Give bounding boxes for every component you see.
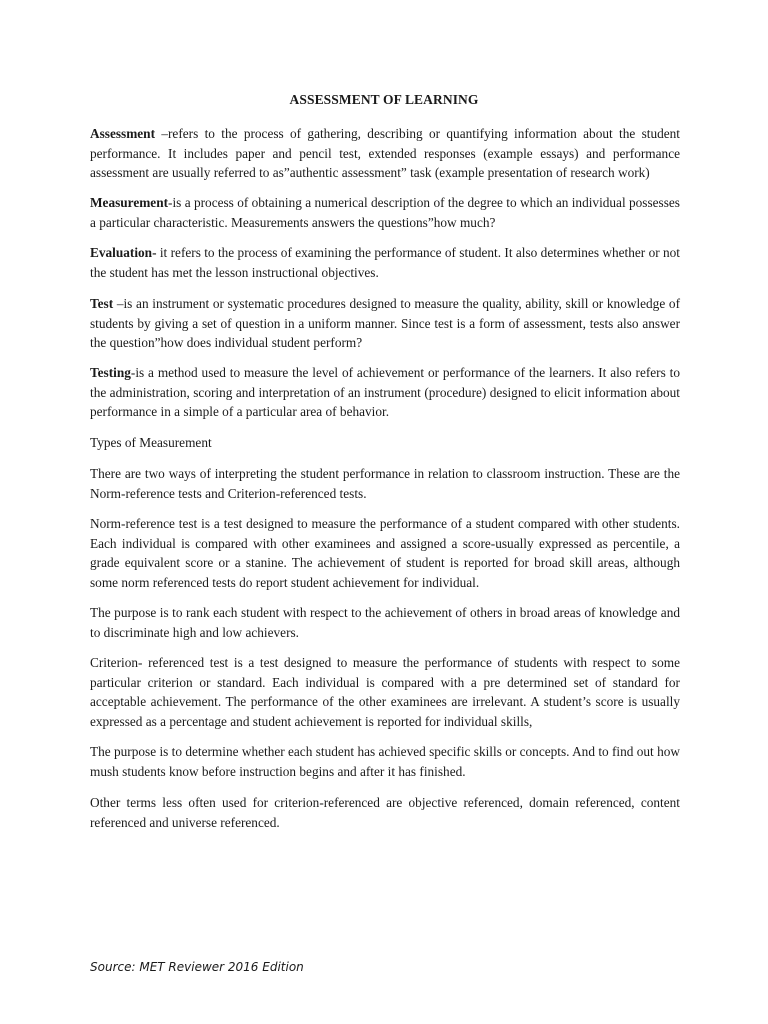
definition-test	[90, 294, 680, 353]
paragraph-norm-purpose: The purpose is to rank each student with respect to the achievement of others in broad areas of knowledge and to discriminate high and low achievers.	[90, 605, 680, 640]
term-label: Evaluation-	[90, 245, 157, 260]
paragraph-norm-reference: Norm-reference test is a test designed to measure the performance of a student compared with other students. Each individual is compared with other examinees and assigned a score-usually expressed as percentile, a grade equivalent score or a stanine. The achievement of student is reported for broad skill areas, although some norm referenced tests do report student achievement for individual.	[90, 516, 680, 590]
definition-text: it refers to the process of examining the performance of student. It also determines whether or not the student has met the lesson instructional objectives.	[90, 245, 680, 280]
document-title: ASSESSMENT OF LEARNING	[289, 92, 479, 107]
definition-measurement	[90, 193, 680, 232]
paragraph-criterion-reference: Criterion- referenced test is a test designed to measure the performance of students with respect to some particular criterion or standard. Each individual is compared with a pre determined set of standard for acceptable achievement. The performance of the other examinees are irrelevant. A student’s score is usually expressed as a percentage and student achievement is reported for individual skills,	[90, 655, 680, 729]
definition-text: –is an instrument or systematic procedures designed to measure the quality, ability, skill or knowledge of students by giving a set of question in a uniform manner. Since test is a form of assessment, tests also answer the question”how does individual student perform?	[90, 296, 680, 351]
paragraph-criterion-purpose: The purpose is to determine whether each student has achieved specific skills or concepts. And to find out how mush students know before instruction begins and after it has finished.	[90, 744, 680, 779]
definition-testing	[90, 363, 680, 422]
term-label: Test	[90, 296, 114, 311]
term-label: Assessment	[90, 126, 156, 141]
term-label: Measurement	[90, 195, 169, 210]
definition-text: -is a method used to measure the level of achievement or performance of the learners. It also refers to the administration, scoring and interpretation of an instrument (procedure) designed to elicit information about performance in a simple of a particular area of behavior.	[90, 365, 680, 420]
paragraph-interpretation-ways: There are two ways of interpreting the student performance in relation to classroom instruction. These are the Norm-reference tests and Criterion-referenced tests.	[90, 466, 680, 501]
definition-text: -is a process of obtaining a numerical description of the degree to which an individual possesses a particular characteristic. Measurements answers the questions”how much?	[90, 195, 680, 230]
definition-assessment	[90, 124, 680, 183]
source-footnote: Source: MET Reviewer 2016 Edition	[90, 960, 304, 974]
definition-text: –refers to the process of gathering, describing or quantifying information about the student performance. It includes paper and pencil test, extended responses (example essays) and performance assessment are usually referred to as”authentic assessment” task (example presentation of research work)	[90, 126, 680, 181]
paragraph-other-terms: Other terms less often used for criterion-referenced are objective referenced, domain referenced, content referenced and universe referenced.	[90, 795, 680, 830]
term-label: Testing	[90, 365, 131, 380]
definition-evaluation	[90, 243, 680, 282]
section-heading-types-of-measurement: Types of Measurement	[90, 435, 212, 450]
